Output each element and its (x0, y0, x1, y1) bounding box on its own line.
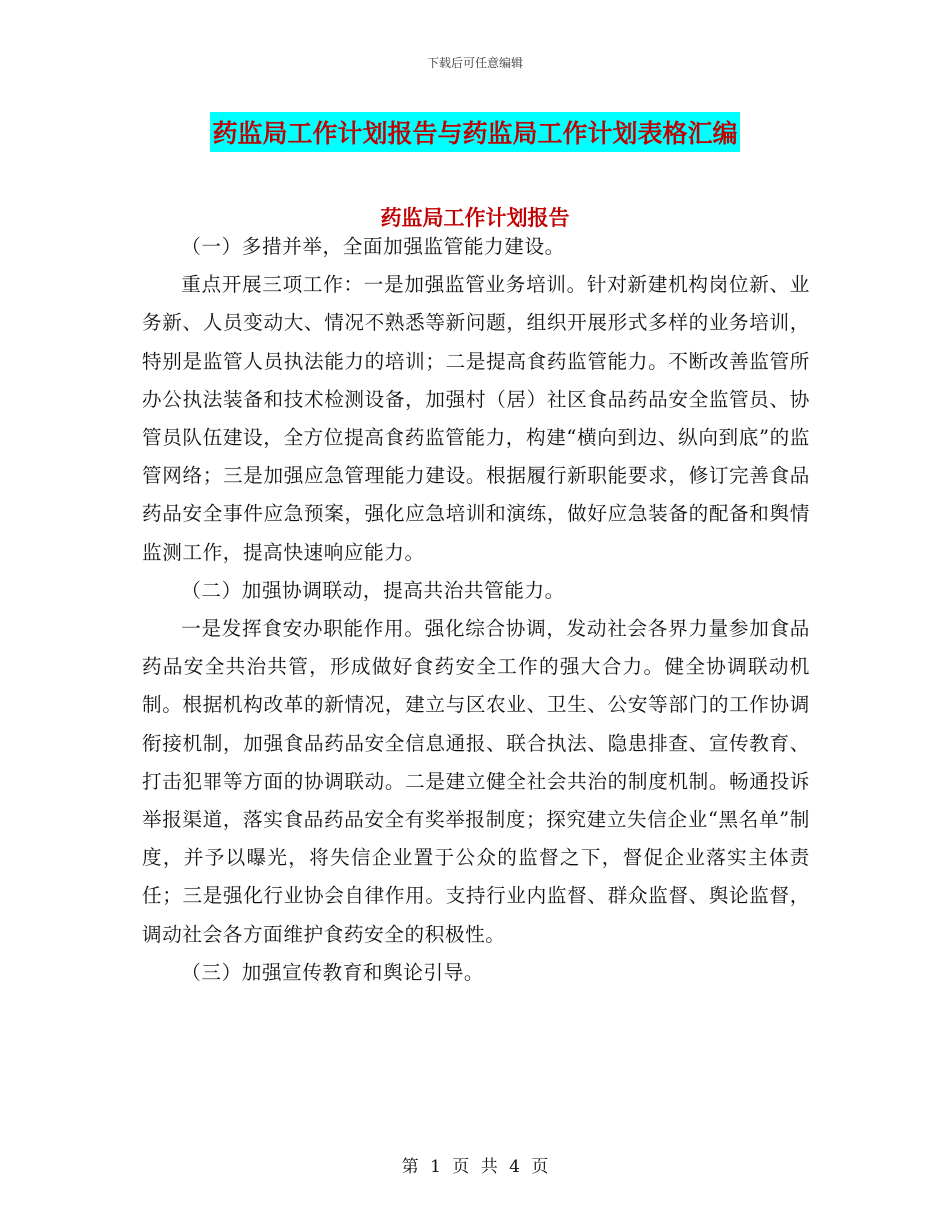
paragraph: 一是发挥食安办职能作用。强化综合协调，发动社会各界力量参加食品药品安全共治共管，形成做好食药安全工作的强大合力。健全协调联动机制。根据机构改革的新情况，建立与区农业、卫生、公安等部门的工作协调衔接机制，加强食品药品安全信息通报、联合执法、隐患排查、宣传教育、打击犯罪等方面的协调联动。二是建立健全社会共治的制度机制。畅通投诉举报渠道，落实食品药品安全有奖举报制度；探究建立失信企业“黑名单”制度，并予以曝光，将失信企业置于公众的监督之下，督促企业落实主体责任；三是强化行业协会自律作用。支持行业内监督、群众监督、舆论监督，调动社会各方面维护食药安全的积极性。 (142, 617, 810, 946)
page-header: 下载后可任意编辑 (426, 56, 523, 70)
paragraph: 重点开展三项工作：一是加强监管业务培训。针对新建机构岗位新、业务新、人员变动大、情况不熟悉等新问题，组织开展形式多样的业务培训，特别是监管人员执法能力的培训；二是提高食药监管能力。不断改善监管所办公执法装备和技术检测设备，加强村（居）社区食品药品安全监管员、协管员队伍建设，全方位提高食药监管能力，构建“横向到边、纵向到底”的监管网络；三是加强应急管理能力建设。根据履行新职能要求，修订完善食品药品安全事件应急预案，强化应急培训和演练，做好应急装备的配备和舆情监测工作，提高快速响应能力。 (142, 273, 810, 564)
paragraph-heading-2: （二）加强协调联动，提高共治共管能力。 (181, 578, 565, 602)
section-title: 药监局工作计划报告 (380, 206, 570, 230)
main-title-wrap (0, 112, 950, 152)
paragraph-heading-3: （三）加强宣传教育和舆论引导。 (181, 960, 485, 984)
page-footer: 第 1 页 共 4 页 (401, 1157, 549, 1177)
paragraph-heading-1: （一）多措并举，全面加强监管能力建设。 (181, 235, 565, 258)
document-body (142, 228, 810, 992)
main-title: 药监局工作计划报告与药监局工作计划表格汇编 (210, 112, 739, 152)
